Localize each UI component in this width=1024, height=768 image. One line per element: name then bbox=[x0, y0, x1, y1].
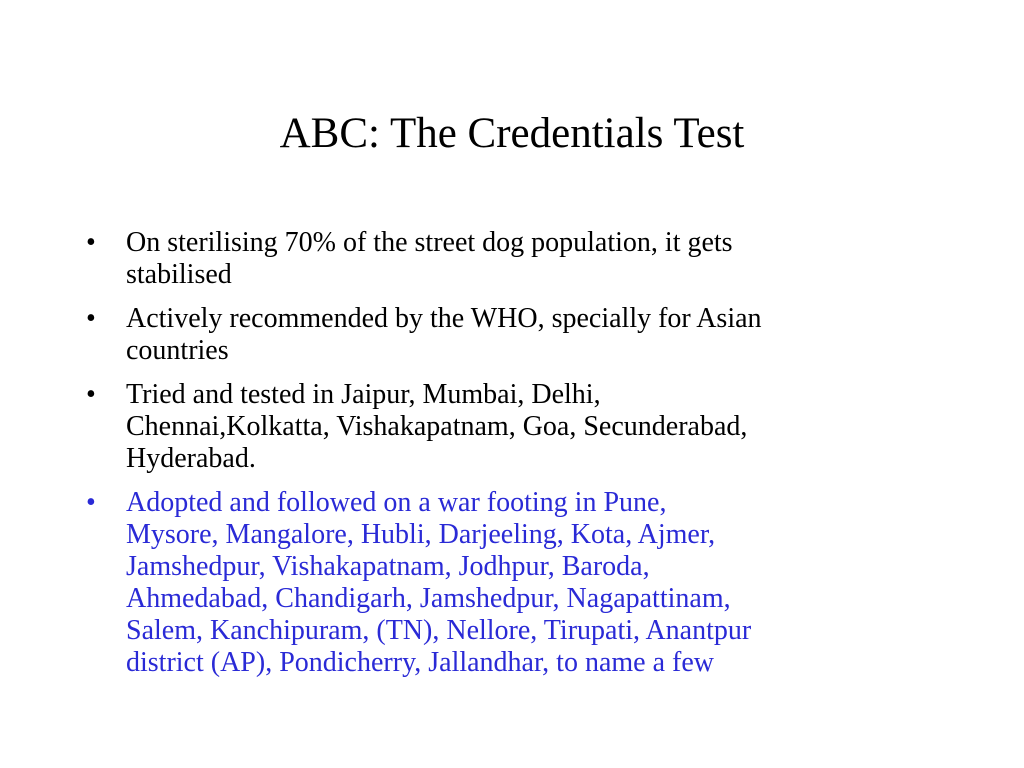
bullet-text: On sterilising 70% of the street dog population, it gets stabilised bbox=[126, 227, 733, 290]
slide-title: ABC: The Credentials Test bbox=[279, 110, 745, 157]
bullet-icon: • bbox=[86, 379, 96, 410]
bullet-text: Adopted and followed on a war footing in Pune, Mysore, Mangalore, Hubli, Darjeeling, Kota, Ajmer, Jamshedpur, Vishakapatnam, Jodhpur, Baroda, Ahmedabad, Chandigarh, Jamshedpur, Nagapattinam, Salem, Kanchipuram, (TN), Nellore, Tirupati, Anantpur district (AP), Pondicherry, Jallandhar, to name a few bbox=[126, 487, 752, 678]
bullet-item-sterilisation bbox=[86, 227, 966, 291]
bullet-item-who bbox=[86, 303, 966, 367]
bullet-text: Actively recommended by the WHO, specially for Asian countries bbox=[126, 303, 762, 366]
bullet-text: Tried and tested in Jaipur, Mumbai, Delhi, Chennai,Kolkatta, Vishakapatnam, Goa, Secunderabad, Hyderabad. bbox=[126, 379, 748, 474]
bullet-icon: • bbox=[86, 303, 96, 334]
bullet-icon: • bbox=[86, 487, 96, 518]
bullet-item-tried-tested bbox=[86, 379, 966, 475]
bullet-icon: • bbox=[86, 227, 96, 258]
bullet-list bbox=[86, 227, 966, 691]
bullet-item-adopted bbox=[86, 487, 966, 679]
